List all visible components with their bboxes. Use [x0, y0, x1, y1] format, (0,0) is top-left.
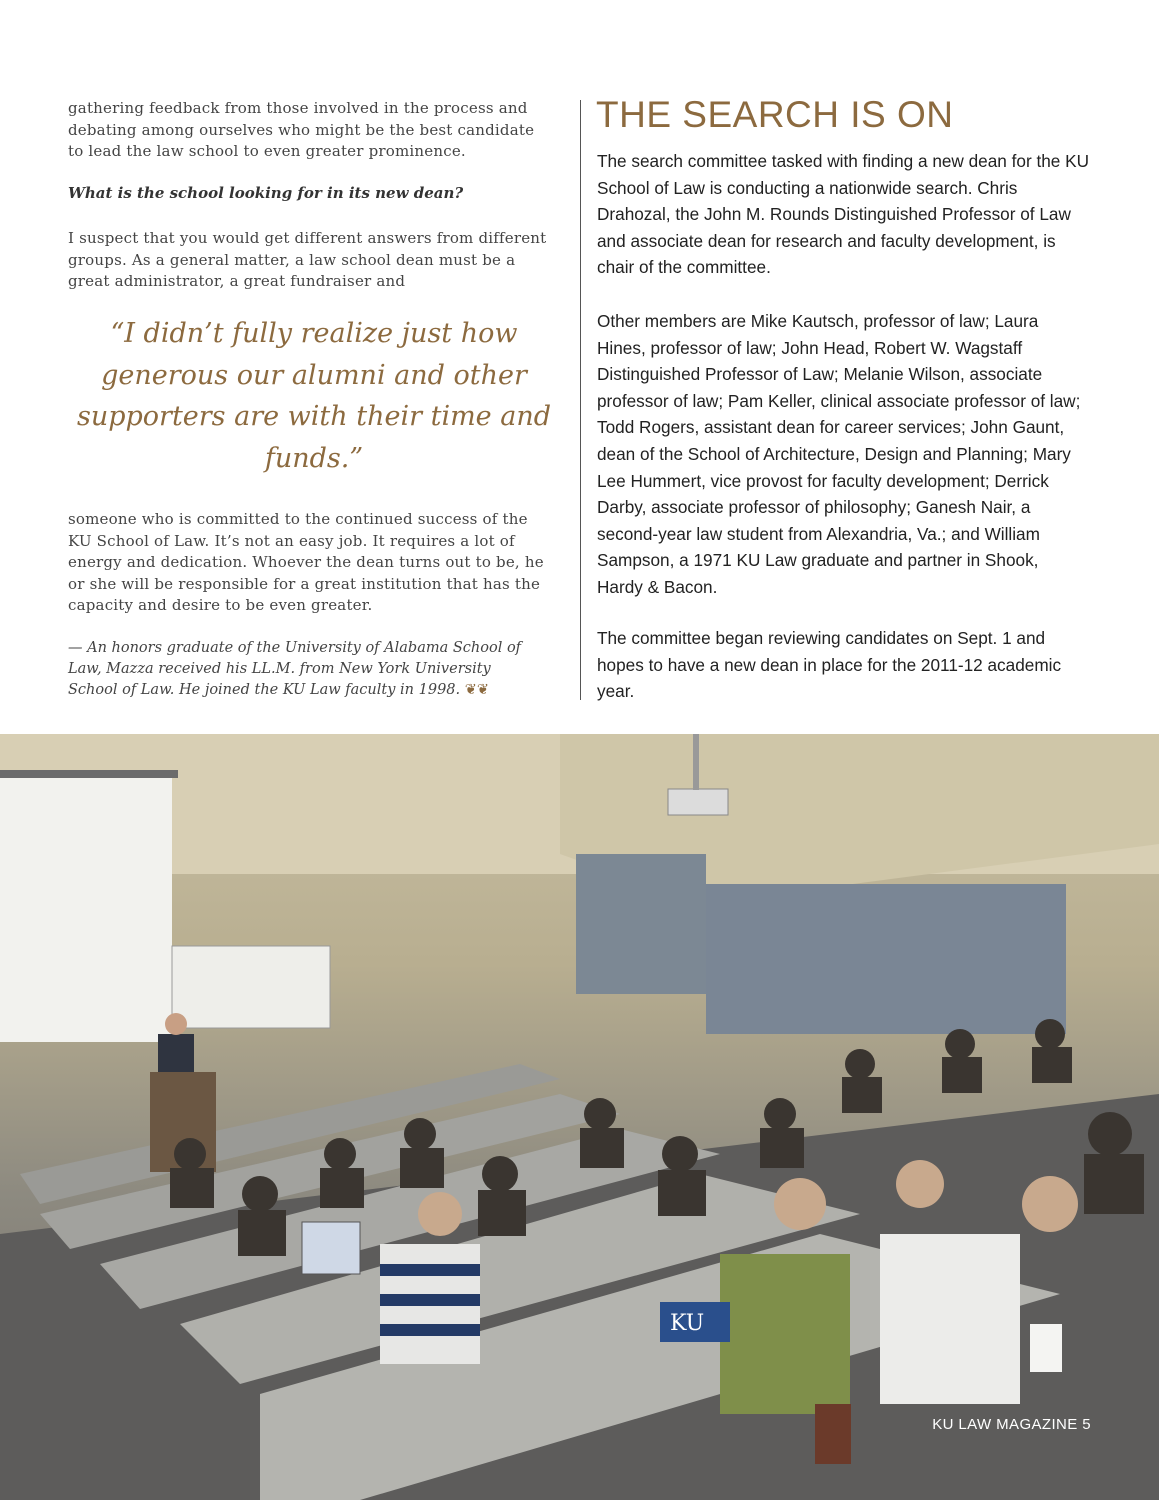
sidebar-paragraph-2: Other members are Mike Kautsch, professor of law; Laura Hines, professor of law; John Head, Robert W. Wagstaff Distinguished Professor of Law; Melanie Wilson, associate professor of law; Pam Keller, clinical associate professor of law; Todd Rogers, assistant dean for career services; John Gaunt, dean of the School of Architecture, Design and Planning; Mary Lee Hummert, vice provost for faculty development; Derrick Darby, associate professor of philosophy; Ganesh Nair, a second-year law student from Alexandria, Va.; and William Sampson, a 1971 KU Law graduate and partner in Shook, Hardy & Bacon. [597, 311, 1081, 597]
left-paragraph-3: someone who is committed to the continued success of the KU School of Law. It’s not an easy job. It requires a lot of energy and dedication. Whoever the dean turns out to be, he or she will be responsible for a great institution that has the capacity and desire to be even greater. [68, 510, 544, 615]
projection-screen [0, 774, 172, 1042]
author-bio [68, 638, 538, 701]
ku-booklet-text: KU [670, 1311, 705, 1336]
interview-question: What is the school looking for in its new dean? [68, 184, 464, 202]
pull-quote: “I didn’t fully realize just how generous our alumni and other supporters are with their time and funds.” [76, 318, 552, 474]
author-bio-text: — An honors graduate of the University of Alabama School of Law, Mazza received his LL.M. from New York University School of Law. He joined the KU Law faculty in 1998. [68, 640, 522, 698]
laptop [302, 1222, 360, 1274]
blue-wall-panel [706, 884, 1066, 1034]
sidebar-paragraph-3: The committee began reviewing candidates on Sept. 1 and hopes to have a new dean in place for the 2011-12 academic year. [597, 628, 1062, 702]
left-column [68, 98, 548, 163]
sidebar-heading: THE SEARCH IS ON [596, 94, 954, 135]
whiteboard [172, 946, 330, 1028]
left-column-3 [68, 509, 548, 617]
projector [668, 789, 728, 815]
end-mark-icon: ❦❦ [464, 682, 490, 698]
paper-cup [1030, 1324, 1062, 1372]
lecture-hall-illustration [0, 734, 1159, 1500]
window [576, 854, 706, 994]
student-green-shirt [720, 1254, 850, 1414]
coffee-cup [815, 1404, 851, 1464]
sidebar-paragraph-1: The search committee tasked with finding a new dean for the KU School of Law is conducting a nationwide search. Chris Drahozal, the John M. Rounds Distinguished Professor of Law and associate dean for research and faculty development, is chair of the committee. [597, 151, 1090, 278]
left-column-2 [68, 228, 548, 293]
page-footer: KU LAW MAGAZINE 5 [932, 1416, 1091, 1433]
lecture-hall-photo [0, 734, 1159, 1500]
left-paragraph-2: I suspect that you would get different answers from different groups. As a general matter, a law school dean must be a great administrator, a great fundraiser and [68, 229, 547, 291]
left-paragraph-1: gathering feedback from those involved in the process and debating among ourselves who might be the best candidate to lead the law school to even greater prominence. [68, 99, 535, 161]
column-divider [580, 100, 581, 700]
